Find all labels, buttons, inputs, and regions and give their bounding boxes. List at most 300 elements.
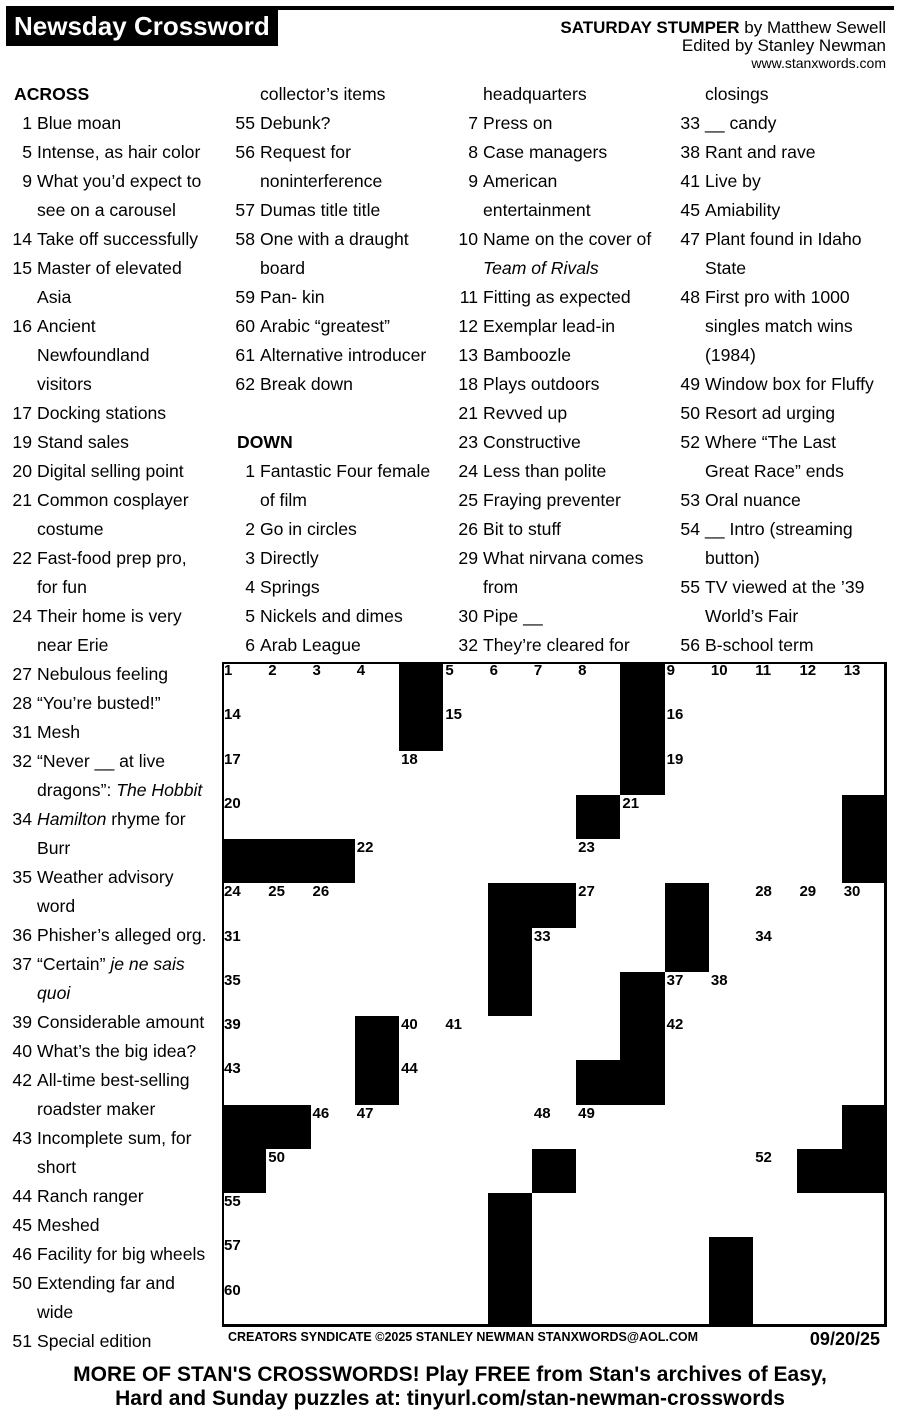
grid-cell[interactable]: [753, 1105, 798, 1150]
clue-text-roman: Press on: [483, 113, 553, 133]
grid-cell[interactable]: [443, 1060, 488, 1105]
grid-cell[interactable]: [266, 1060, 311, 1105]
grid-cell[interactable]: [266, 751, 311, 796]
grid-cell[interactable]: [311, 1193, 356, 1238]
grid-cell[interactable]: [753, 795, 798, 840]
clue-text: [37, 1066, 190, 1095]
grid-cell[interactable]: [576, 751, 621, 796]
grid-cell[interactable]: [709, 1060, 754, 1105]
clue-number: 46: [12, 1244, 32, 1264]
cell-number: 35: [224, 971, 241, 989]
clue-text-roman: visitors: [37, 374, 92, 394]
grid-cell[interactable]: [842, 1060, 887, 1105]
clue-text: [260, 312, 390, 341]
puzzle-header: [560, 19, 886, 71]
grid-cell[interactable]: [399, 972, 444, 1017]
clue-number: 15: [12, 258, 32, 278]
grid-cell[interactable]: [797, 1016, 842, 1061]
black-square: [620, 1060, 665, 1105]
clue-text: [483, 631, 630, 660]
grid-cell[interactable]: [620, 883, 665, 928]
cell-number: 56: [489, 1193, 507, 1211]
grid-cell[interactable]: [443, 1105, 488, 1150]
grid-cell[interactable]: [709, 751, 754, 796]
clue-text-roman: singles match wins: [705, 316, 853, 336]
grid-cell[interactable]: [399, 1016, 444, 1061]
grid-cell[interactable]: [665, 839, 710, 884]
grid-cell[interactable]: [753, 751, 798, 796]
cell-number: 25: [268, 883, 285, 901]
grid-cell[interactable]: [532, 839, 577, 884]
grid-cell[interactable]: [311, 706, 356, 751]
grid-cell[interactable]: [576, 662, 621, 707]
grid-cell[interactable]: [355, 1193, 400, 1238]
grid-cell[interactable]: [709, 1016, 754, 1061]
clue: [6, 1240, 206, 1269]
grid-cell[interactable]: [532, 1105, 577, 1150]
grid-cell[interactable]: [399, 1193, 444, 1238]
clue-text: [37, 341, 150, 370]
grid-cell[interactable]: [709, 1193, 754, 1238]
grid-cell[interactable]: [665, 1060, 710, 1105]
grid-cell[interactable]: [266, 662, 311, 707]
grid-cell[interactable]: [532, 972, 577, 1017]
clue-text-roman: rhyme for: [106, 809, 186, 829]
grid-cell[interactable]: [532, 706, 577, 751]
grid-cell[interactable]: [842, 928, 887, 973]
grid-cell[interactable]: [443, 795, 488, 840]
clue-text-roman: Directly: [260, 548, 319, 568]
clue-text: [483, 196, 591, 225]
grid-cell[interactable]: [665, 795, 710, 840]
clue: [229, 457, 431, 486]
clue: [6, 660, 169, 689]
clue-text-roman: Mesh: [37, 722, 81, 742]
black-square: [842, 1149, 887, 1194]
grid-cell[interactable]: [488, 839, 533, 884]
grid-cell[interactable]: [797, 1282, 842, 1327]
clue-text-roman: Meshed: [37, 1215, 100, 1235]
grid-cell[interactable]: [797, 883, 842, 928]
cell-number: 2: [268, 662, 277, 679]
cell-number: 41: [445, 1016, 463, 1034]
puzzle-name: SATURDAY STUMPER: [560, 18, 740, 37]
grid-cell[interactable]: [842, 662, 887, 707]
grid-cell[interactable]: [399, 1149, 444, 1194]
grid-cell[interactable]: [399, 1282, 444, 1327]
grid-cell[interactable]: [488, 706, 533, 751]
grid-cell[interactable]: [266, 1149, 311, 1194]
grid-cell[interactable]: [665, 1149, 710, 1194]
grid-cell[interactable]: [443, 1237, 488, 1282]
grid-cell[interactable]: [797, 972, 842, 1017]
clue-text-italic: je ne sais: [110, 954, 185, 974]
clue-number: 61: [235, 345, 255, 365]
grid-cell[interactable]: [753, 1193, 798, 1238]
grid-cell[interactable]: [842, 1282, 887, 1327]
grid-cell[interactable]: [355, 839, 400, 884]
grid-cell[interactable]: [797, 795, 842, 840]
grid-cell[interactable]: [399, 928, 444, 973]
grid-cell[interactable]: [311, 1282, 356, 1327]
grid-cell[interactable]: [576, 1105, 621, 1150]
grid-cell[interactable]: [797, 1193, 842, 1238]
grid-cell[interactable]: [488, 1149, 533, 1194]
grid-cell[interactable]: [797, 1060, 842, 1105]
grid-cell[interactable]: [222, 751, 267, 796]
clue-continuation: [6, 1095, 156, 1124]
grid-cell[interactable]: [266, 1237, 311, 1282]
clue-text: [37, 718, 80, 747]
grid-cell[interactable]: [576, 1016, 621, 1061]
grid-cell[interactable]: [753, 1060, 798, 1105]
grid-cell[interactable]: [443, 1282, 488, 1327]
crossword-grid[interactable]: [222, 662, 886, 1326]
grid-cell[interactable]: [620, 1193, 665, 1238]
grid-cell[interactable]: [842, 883, 887, 928]
grid-cell[interactable]: [266, 1016, 311, 1061]
grid-cell[interactable]: [620, 795, 665, 840]
grid-cell[interactable]: [311, 928, 356, 973]
credit-line: CREATORS SYNDICATE ©2025 STANLEY NEWMAN STANXWORDS@AOL.COM: [228, 1330, 699, 1344]
grid-cell[interactable]: [399, 1105, 444, 1150]
clue-text: [260, 167, 382, 196]
clue-continuation: [6, 1153, 89, 1182]
clue-text: [705, 138, 816, 167]
clue-text: [37, 109, 121, 138]
grid-cell[interactable]: [443, 1193, 488, 1238]
grid-cell[interactable]: [488, 1016, 533, 1061]
grid-cell[interactable]: [399, 795, 444, 840]
grid-cell[interactable]: [532, 662, 577, 707]
grid-cell[interactable]: [665, 1237, 710, 1282]
clue-text-roman: Resort ad urging: [705, 403, 836, 423]
black-square: [709, 1282, 754, 1327]
grid-cell[interactable]: [753, 662, 798, 707]
clue-text: [37, 921, 207, 950]
grid-cell[interactable]: [311, 751, 356, 796]
grid-cell[interactable]: [620, 1105, 665, 1150]
clue-text: [37, 660, 168, 689]
clue-number: 13: [458, 345, 478, 365]
grid-cell[interactable]: [355, 662, 400, 707]
brand-title: Newsday Crossword: [6, 10, 278, 46]
grid-cell[interactable]: [355, 706, 400, 751]
clue-text: [705, 486, 801, 515]
clue-text: [705, 341, 756, 370]
grid-cell[interactable]: [266, 706, 311, 751]
grid-cell[interactable]: [576, 839, 621, 884]
clue-text-italic: Hamilton: [37, 809, 107, 829]
grid-cell[interactable]: [222, 1282, 267, 1327]
grid-cell[interactable]: [753, 972, 798, 1017]
grid-cell[interactable]: [665, 1105, 710, 1150]
clue: [229, 341, 427, 370]
clue-text: [37, 1269, 175, 1298]
grid-cell[interactable]: [488, 1060, 533, 1105]
clue-text-roman: Revved up: [483, 403, 568, 423]
grid-cell[interactable]: [311, 795, 356, 840]
grid-cell[interactable]: [665, 1016, 710, 1061]
clue-text-roman: World’s Fair: [705, 606, 799, 626]
clue-text-roman: First pro with 1000: [705, 287, 850, 307]
grid-cell[interactable]: [355, 751, 400, 796]
clue-text: [705, 399, 835, 428]
grid-cell[interactable]: [355, 1149, 400, 1194]
clue-text-roman: Great Race” ends: [705, 461, 844, 481]
grid-cell[interactable]: [576, 1282, 621, 1327]
grid-cell[interactable]: [753, 839, 798, 884]
clue: [6, 602, 182, 631]
grid-cell[interactable]: [753, 1149, 798, 1194]
grid-cell[interactable]: [311, 883, 356, 928]
grid-cell[interactable]: [842, 706, 887, 751]
grid-cell[interactable]: [709, 1149, 754, 1194]
grid-cell[interactable]: [665, 706, 710, 751]
grid-cell[interactable]: [399, 839, 444, 884]
grid-cell[interactable]: [443, 751, 488, 796]
grid-cell[interactable]: [842, 1237, 887, 1282]
clue-text: [483, 341, 571, 370]
clue-text-roman: Debunk?: [260, 113, 331, 133]
grid-cell[interactable]: [488, 662, 533, 707]
grid-cell[interactable]: [576, 928, 621, 973]
grid-cell[interactable]: [355, 883, 400, 928]
grid-cell[interactable]: [266, 1193, 311, 1238]
grid-cell[interactable]: [709, 662, 754, 707]
grid-cell[interactable]: [222, 662, 267, 707]
clue-number: 45: [12, 1215, 32, 1235]
grid-cell[interactable]: [311, 662, 356, 707]
clue-text: [705, 196, 780, 225]
grid-cell[interactable]: [842, 1193, 887, 1238]
grid-cell[interactable]: [620, 928, 665, 973]
clue-text-roman: Bamboozle: [483, 345, 572, 365]
grid-cell[interactable]: [797, 1105, 842, 1150]
grid-cell[interactable]: [797, 928, 842, 973]
clue-text-roman: Arab League: [260, 635, 361, 655]
grid-cell[interactable]: [620, 1282, 665, 1327]
grid-cell[interactable]: [266, 795, 311, 840]
grid-cell[interactable]: [797, 662, 842, 707]
grid-cell[interactable]: [753, 1282, 798, 1327]
grid-cell[interactable]: [532, 1060, 577, 1105]
grid-cell[interactable]: [266, 1282, 311, 1327]
grid-cell[interactable]: [311, 1237, 356, 1282]
grid-cell[interactable]: [532, 928, 577, 973]
grid-cell[interactable]: [665, 662, 710, 707]
clue-number: 2: [245, 519, 255, 539]
grid-cell[interactable]: [665, 1282, 710, 1327]
grid-cell[interactable]: [709, 795, 754, 840]
clue-text-roman: for fun: [37, 577, 87, 597]
grid-cell[interactable]: [532, 1282, 577, 1327]
grid-cell[interactable]: [665, 751, 710, 796]
grid-cell[interactable]: [399, 751, 444, 796]
clue: [6, 225, 199, 254]
clue-text-roman: Less than polite: [483, 461, 607, 481]
clue-text: [37, 370, 92, 399]
clue-text: [483, 428, 581, 457]
grid-cell[interactable]: [797, 706, 842, 751]
clue-text: [37, 138, 200, 167]
cell-number: 31: [224, 927, 241, 945]
grid-cell[interactable]: [222, 1193, 267, 1238]
grid-cell[interactable]: [842, 751, 887, 796]
clue: [6, 689, 161, 718]
grid-cell[interactable]: [709, 972, 754, 1017]
clue-text: [37, 312, 96, 341]
grid-cell[interactable]: [532, 1237, 577, 1282]
grid-cell[interactable]: [355, 795, 400, 840]
clue-text: [483, 138, 607, 167]
promo-line-2: Hard and Sunday puzzles at: tinyurl.com/stan-newman-crosswords: [115, 1387, 785, 1410]
clue-text-roman: Master of elevated: [37, 258, 182, 278]
clue-number: 20: [12, 461, 32, 481]
grid-cell[interactable]: [532, 795, 577, 840]
cell-number: 42: [666, 1016, 684, 1034]
grid-cell[interactable]: [443, 883, 488, 928]
grid-cell[interactable]: [355, 1237, 400, 1282]
grid-cell[interactable]: [443, 1149, 488, 1194]
grid-cell[interactable]: [620, 839, 665, 884]
grid-cell[interactable]: [488, 1105, 533, 1150]
grid-cell[interactable]: [399, 1060, 444, 1105]
grid-cell[interactable]: [709, 928, 754, 973]
grid-cell[interactable]: [355, 972, 400, 1017]
clue-continuation: [6, 776, 203, 805]
grid-cell[interactable]: [753, 1237, 798, 1282]
grid-cell[interactable]: [576, 883, 621, 928]
clue-continuation: [6, 631, 109, 660]
grid-cell[interactable]: [355, 928, 400, 973]
grid-cell[interactable]: [709, 1105, 754, 1150]
grid-cell[interactable]: [753, 1016, 798, 1061]
clue-text-roman: closings: [705, 84, 769, 104]
grid-cell[interactable]: [443, 662, 488, 707]
grid-cell[interactable]: [311, 1105, 356, 1150]
clue-text: [37, 689, 161, 718]
grid-cell[interactable]: [842, 972, 887, 1017]
black-square: [266, 1105, 311, 1150]
grid-cell[interactable]: [443, 972, 488, 1017]
grid-cell[interactable]: [222, 1016, 267, 1061]
grid-cell[interactable]: [665, 972, 710, 1017]
grid-cell[interactable]: [355, 1105, 400, 1150]
grid-cell[interactable]: [753, 706, 798, 751]
clue: [6, 1269, 175, 1298]
clue: [229, 602, 403, 631]
grid-cell[interactable]: [311, 972, 356, 1017]
clue-text: [483, 167, 557, 196]
grid-cell[interactable]: [753, 883, 798, 928]
grid-cell[interactable]: [311, 1060, 356, 1105]
grid-cell[interactable]: [399, 1237, 444, 1282]
clue: [6, 718, 89, 747]
grid-cell[interactable]: [311, 1149, 356, 1194]
grid-cell[interactable]: [355, 1282, 400, 1327]
clue-number: 27: [12, 664, 32, 684]
grid-cell[interactable]: [576, 1193, 621, 1238]
grid-cell[interactable]: [576, 1237, 621, 1282]
cell-number: 37: [666, 971, 684, 989]
grid-cell[interactable]: [266, 972, 311, 1017]
clue: [6, 312, 96, 341]
grid-cell[interactable]: [222, 928, 267, 973]
grid-cell[interactable]: [222, 795, 267, 840]
black-square: [797, 1149, 842, 1194]
clue-number: 12: [458, 316, 478, 336]
grid-cell[interactable]: [576, 1149, 621, 1194]
grid-cell[interactable]: [842, 1016, 887, 1061]
clue: [229, 196, 381, 225]
clue-text: [37, 1153, 76, 1182]
grid-cell[interactable]: [488, 751, 533, 796]
clue-text: [260, 486, 307, 515]
clue-text: [705, 254, 746, 283]
grid-cell[interactable]: [709, 883, 754, 928]
grid-cell[interactable]: [797, 751, 842, 796]
grid-cell[interactable]: [709, 706, 754, 751]
grid-cell[interactable]: [399, 883, 444, 928]
cell-number: 29: [799, 883, 817, 901]
clue-text-roman: Exemplar lead-in: [483, 316, 616, 336]
grid-cell[interactable]: [311, 1016, 356, 1061]
clue-text-roman: Constructive: [483, 432, 581, 452]
grid-cell[interactable]: [709, 839, 754, 884]
grid-cell[interactable]: [488, 795, 533, 840]
grid-cell[interactable]: [222, 1060, 267, 1105]
clue-text-roman: “Certain”: [37, 954, 111, 974]
grid-cell[interactable]: [266, 928, 311, 973]
grid-cell[interactable]: [753, 928, 798, 973]
grid-cell[interactable]: [222, 972, 267, 1017]
clue-text-roman: Fraying preventer: [483, 490, 621, 510]
grid-cell[interactable]: [532, 1193, 577, 1238]
clue-continuation: [6, 979, 89, 1008]
grid-cell[interactable]: [222, 706, 267, 751]
grid-cell[interactable]: [665, 1193, 710, 1238]
grid-cell[interactable]: [797, 839, 842, 884]
grid-cell[interactable]: [222, 883, 267, 928]
clue-text: [37, 196, 176, 225]
grid-cell[interactable]: [576, 972, 621, 1017]
grid-cell[interactable]: [443, 1016, 488, 1061]
grid-cell[interactable]: [266, 883, 311, 928]
clue-number: 24: [12, 606, 32, 626]
grid-cell[interactable]: [443, 839, 488, 884]
grid-cell[interactable]: [443, 706, 488, 751]
clue-continuation: [6, 1298, 89, 1327]
grid-cell[interactable]: [222, 1237, 267, 1282]
grid-cell[interactable]: [576, 706, 621, 751]
clue-text-roman: Weather advisory: [37, 867, 174, 887]
grid-cell[interactable]: [620, 1237, 665, 1282]
clue-text-roman: Special edition: [37, 1331, 152, 1351]
grid-cell[interactable]: [532, 1016, 577, 1061]
black-square: [620, 662, 665, 707]
clue-text: [37, 428, 129, 457]
cell-number: 33: [533, 927, 551, 945]
section-heading-label: ACROSS: [14, 84, 90, 104]
grid-cell[interactable]: [443, 928, 488, 973]
byline: by Matthew Sewell: [744, 18, 886, 37]
clue-text: [483, 544, 643, 573]
cell-number: 3: [312, 662, 321, 679]
grid-cell[interactable]: [620, 1149, 665, 1194]
grid-cell[interactable]: [797, 1237, 842, 1282]
grid-cell[interactable]: [532, 751, 577, 796]
